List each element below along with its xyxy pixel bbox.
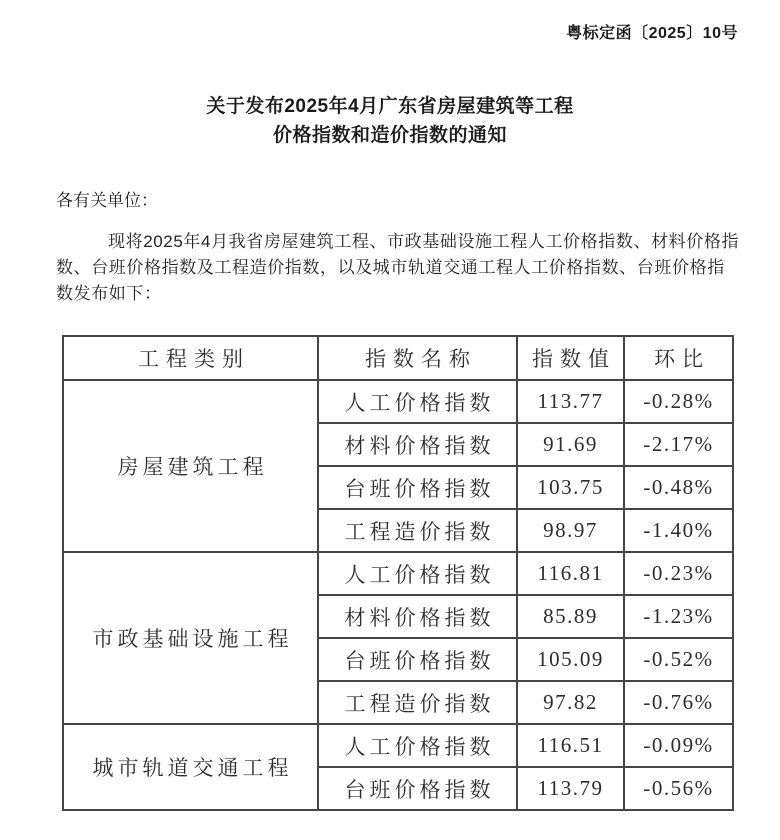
category-cell: 城市轨道交通工程: [63, 724, 318, 810]
col-header-index-value: 指数值: [517, 336, 624, 380]
index-name-cell: 人工价格指数: [318, 380, 517, 423]
index-table-header: [63, 336, 733, 380]
index-value-cell: 116.51: [517, 724, 624, 767]
mom-change-cell: -0.23%: [624, 552, 733, 595]
table-row: [63, 552, 733, 595]
title-line-2: 价格指数和造价指数的通知: [272, 125, 507, 146]
col-header-category: 工程类别: [63, 336, 318, 380]
table-row: [63, 380, 733, 423]
index-value-cell: 105.09: [517, 638, 624, 681]
index-name-cell: 人工价格指数: [318, 552, 517, 595]
mom-change-cell: -0.09%: [624, 724, 733, 767]
mom-change-cell: -0.52%: [624, 638, 733, 681]
category-cell: 房屋建筑工程: [63, 380, 318, 552]
index-value-cell: 103.75: [517, 466, 624, 509]
salutation: 各有关单位：: [56, 191, 158, 210]
category-cell: 市政基础设施工程: [63, 552, 318, 724]
body-paragraph: [56, 229, 746, 307]
mom-change-cell: -1.23%: [624, 595, 733, 638]
index-value-cell: 97.82: [517, 681, 624, 724]
index-value-cell: 113.79: [517, 767, 624, 810]
header-row: [63, 336, 733, 380]
index-value-cell: 116.81: [517, 552, 624, 595]
index-name-cell: 台班价格指数: [318, 767, 517, 810]
index-name-cell: 材料价格指数: [318, 423, 517, 466]
paragraph-line-2: 数、台班价格指数及工程造价指数，以及城市轨道交通工程人工价格指数、台班价格指: [56, 258, 725, 277]
paragraph-line-3: 数发布如下：: [56, 284, 162, 303]
index-name-cell: 工程造价指数: [318, 681, 517, 724]
mom-change-cell: -0.28%: [624, 380, 733, 423]
index-value-cell: 85.89: [517, 595, 624, 638]
mom-change-cell: -0.56%: [624, 767, 733, 810]
index-table-body: [63, 380, 733, 810]
index-value-cell: 113.77: [517, 380, 624, 423]
table-row: [63, 724, 733, 767]
index-table: [62, 335, 734, 811]
paragraph-line-1: 现将2025年4月我省房屋建筑工程、市政基础设施工程人工价格指数、材料价格指: [108, 232, 740, 251]
index-name-cell: 材料价格指数: [318, 595, 517, 638]
col-header-mom: 环比: [624, 336, 733, 380]
index-value-cell: 91.69: [517, 423, 624, 466]
index-name-cell: 人工价格指数: [318, 724, 517, 767]
mom-change-cell: -1.40%: [624, 509, 733, 552]
index-name-cell: 台班价格指数: [318, 466, 517, 509]
document-title: [0, 92, 780, 150]
mom-change-cell: -2.17%: [624, 423, 733, 466]
index-name-cell: 工程造价指数: [318, 509, 517, 552]
index-value-cell: 98.97: [517, 509, 624, 552]
title-line-1: 关于发布2025年4月广东省房屋建筑等工程: [206, 96, 574, 117]
index-name-cell: 台班价格指数: [318, 638, 517, 681]
mom-change-cell: -0.48%: [624, 466, 733, 509]
doc-number: 粤标定函〔2025〕10号: [566, 25, 738, 42]
mom-change-cell: -0.76%: [624, 681, 733, 724]
col-header-index-name: 指数名称: [318, 336, 517, 380]
